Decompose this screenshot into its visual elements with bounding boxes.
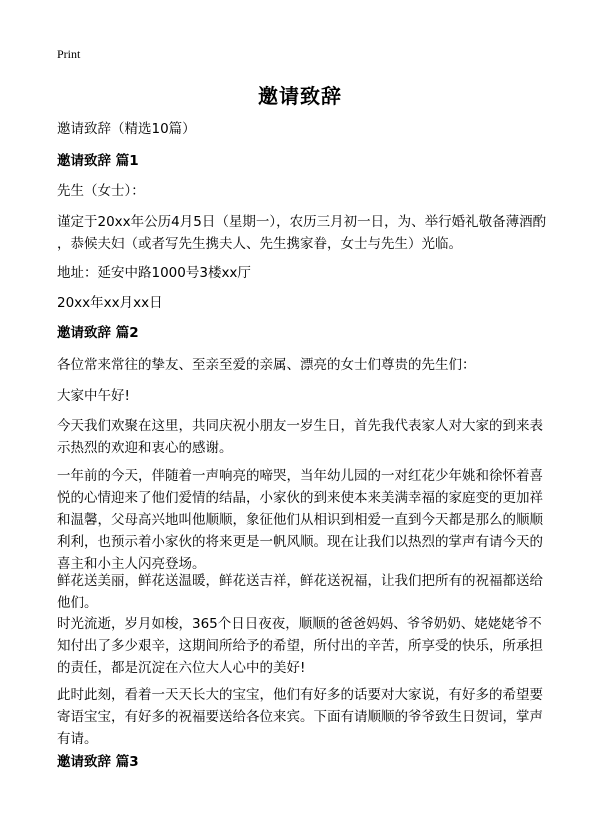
paragraph [57,180,552,202]
subtitle-text: 邀请致辞（精选10篇） [57,121,196,137]
paragraph-line: 一年前的今天，伴随着一声响亮的啼哭，当年幼儿园的一对红花少年姚和徐怀着喜 [57,468,543,484]
section-heading-1 [57,150,552,172]
paragraph-line: 各位常来常往的挚友、至亲至爱的亲属、漂亮的女士们尊贵的先生们： [57,357,476,373]
paragraph-line: 时光流逝，岁月如梭，365个日日夜夜，顺顺的爸爸妈妈、爷爷奶奶、姥姥姥爷不 [57,616,542,632]
paragraph-line: 今天我们欢聚在这里，共同庆祝小朋友一岁生日，首先我代表家人对大家的到来表 [57,418,543,434]
paragraph-line: 喜主和小主人闪亮登场。 [57,556,206,572]
paragraph-line: 先生（女士）： [57,183,145,199]
paragraph-line: 此时此刻，看着一天天长大的宝宝，他们有好多的话要对大家说，有好多的希望要 [57,687,543,703]
paragraph [57,684,552,750]
section-heading-2 [57,322,552,344]
paragraph-line: 有请。 [57,731,98,747]
paragraph-line: 地址：延安中路1000号3楼xx厅 [57,265,251,281]
paragraph [57,385,552,407]
paragraph [57,613,552,679]
paragraph-line: ，恭候夫妇（或者写先生携夫人、先生携家眷，女士与先生）光临。 [57,236,462,252]
paragraph [57,354,552,376]
paragraph [57,262,552,284]
section-heading-text: 邀请致辞 篇1 [57,153,139,169]
paragraph-line: 知付出了多少艰辛，这期间所给予的希望，所付出的辛苦，所享受的快乐，所承担 [57,638,543,654]
paragraph-line: 鲜花送美丽，鲜花送温暖，鲜花送吉祥，鲜花送祝福，让我们把所有的祝福都送给 [57,573,543,589]
section-heading-text: 邀请致辞 篇3 [57,754,139,770]
paragraph [57,415,552,459]
paragraph-line: 示热烈的欢迎和衷心的感谢。 [57,440,233,456]
section-heading-text: 邀请致辞 篇2 [57,325,139,341]
paragraph [57,211,552,255]
section-heading-3 [57,751,552,773]
paragraph-line: 和温馨，父母高兴地叫他顺顺，象征他们从相识到相爱一直到今天都是那么的顺顺 [57,512,543,528]
paragraph-line: 悦的心情迎来了他们爱情的结晶，小家伙的到来使本来美满幸福的家庭变的更加祥 [57,490,543,506]
paragraph-line: 他们。 [57,595,98,611]
paragraph-line: 寄语宝宝，有好多的祝福要送给各位来宾。下面有请顺顺的爷爷致生日贺词，掌声 [57,709,543,725]
paragraph-line: 利利，也预示着小家伙的将来更是一帆风顺。现在让我们以热烈的掌声有请今天的 [57,534,543,550]
paragraph-line: 20xx年xx月xx日 [57,295,163,311]
paragraph [57,465,552,575]
document-subtitle [57,118,552,140]
paragraph-line: 大家中午好! [57,388,130,404]
page-title: 邀请致辞 [258,84,342,108]
paragraph [57,570,552,614]
print-link[interactable]: Print [57,47,81,61]
paragraph-line: 谨定于20xx年公历4月5日（星期一），农历三月初一日，为、举行婚礼敬备薄酒酌 [57,214,547,230]
paragraph-line: 的责任，都是沉淀在六位大人心中的美好! [57,660,306,676]
paragraph [57,292,552,314]
